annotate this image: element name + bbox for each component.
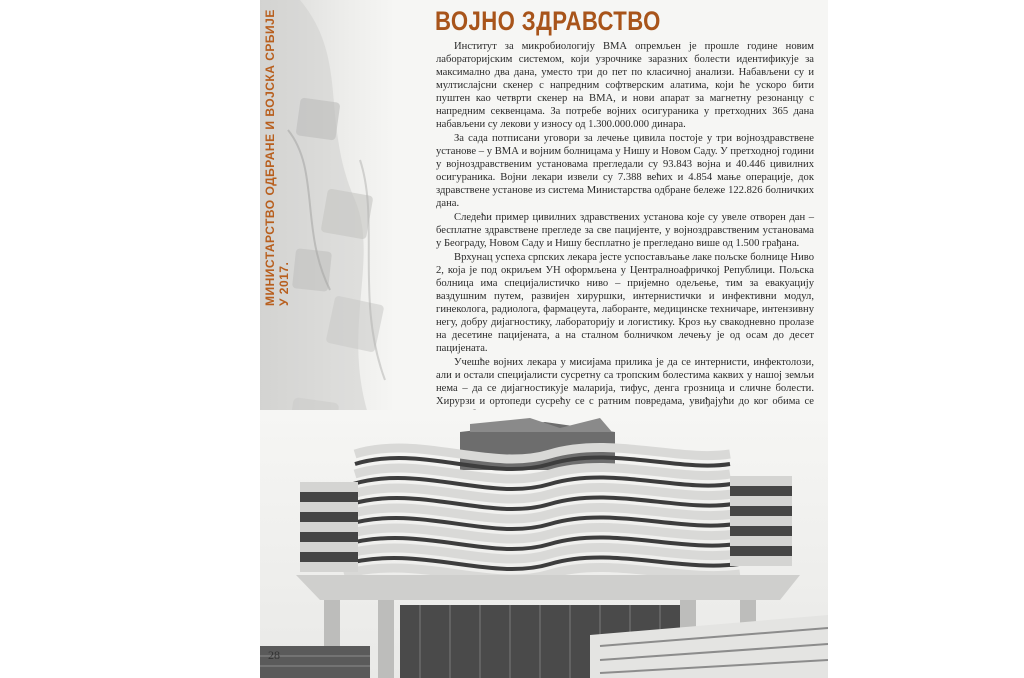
- article-body: [436, 40, 814, 435]
- running-header: МИНИСТАРСТВО ОДБРАНЕ И ВОЈСКА СРБИЈЕ У 2017.: [263, 9, 291, 306]
- magazine-page: [260, 0, 828, 678]
- paragraph: За сада потписани уговори за лечење цивила постоје у три војноздравствене установе – у ВМА и војним болницама у Нишу и Новом Саду. У претходној години у војноздравственим установама прегледали су 93.843 војна и 40.446 цивилних осигураника. Војни лекари извели су 7.388 већих и 4.854 мање операције, док здравствене установе из система Министарства одбране бележе 122.826 болничких дана.: [436, 133, 814, 209]
- article-title: ВОЈНО ЗДРАВСТВО: [435, 6, 661, 36]
- page-number: 28: [268, 648, 280, 662]
- paragraph: Врхунац успеха српских лекара јесте успостављање лаке пољске болнице Ниво 2, која је под окриљем УН оформљена у Централноафричкој Републици. Пољска болница има специјалистичко ниво – пријемно одељење, тим за евакуацију ваздушним путем, развијен хируршки, интернистички и инфективни модул, гинеколога, радиолога, фармацеута, лаборанте, медицинске техничаре, интензивну негу, добру дијагностику, лабораторију и логистику. Кроз њу свакодневно пролазе на десетине пацијената, а на сталном болничком лечењу је од осам до десет пацијената.: [436, 252, 814, 354]
- hospital-building-photo: [260, 410, 828, 678]
- paragraph: Институт за микробиологију ВМА опремљен је прошле године новим лабораторијским системом, који узрочнике заразних болести идентификује за максимално два дана, уместо три до пет по класичној анализи. Набављени су и мултислајсни скенер с напредним софтверским алатима, који ће ускоро бити пуштен као четврти скенер на ВМА, и нови апарат за магнетну резонанцу с напредним секвенцама. За потребе војних осигураника у претходних 365 дана набављени су лекови у износу од 1.300.000.000 динара.: [436, 41, 814, 130]
- paragraph: Следећи пример цивилних здравствених установа које су увеле отворен дан – бесплатне здравствене прегледе за све пацијенте, у војноздравственим установама у Београду, Новом Саду и Нишу бесплатно је прегледано више од 1.500 грађана.: [436, 212, 814, 249]
- paragraph: Учешће војних лекара у мисијама прилика је да се интернисти, инфектолози, али и остали специјалисти сусретну са тропским болестима каквих у нашој земљи нема – да се дијагностикује маларија, тифус, денга грозница и сличне болести. Хирурзи и ортопеди сусрећу се с ратним повредама, увиђајући до ког обима се: [436, 357, 814, 407]
